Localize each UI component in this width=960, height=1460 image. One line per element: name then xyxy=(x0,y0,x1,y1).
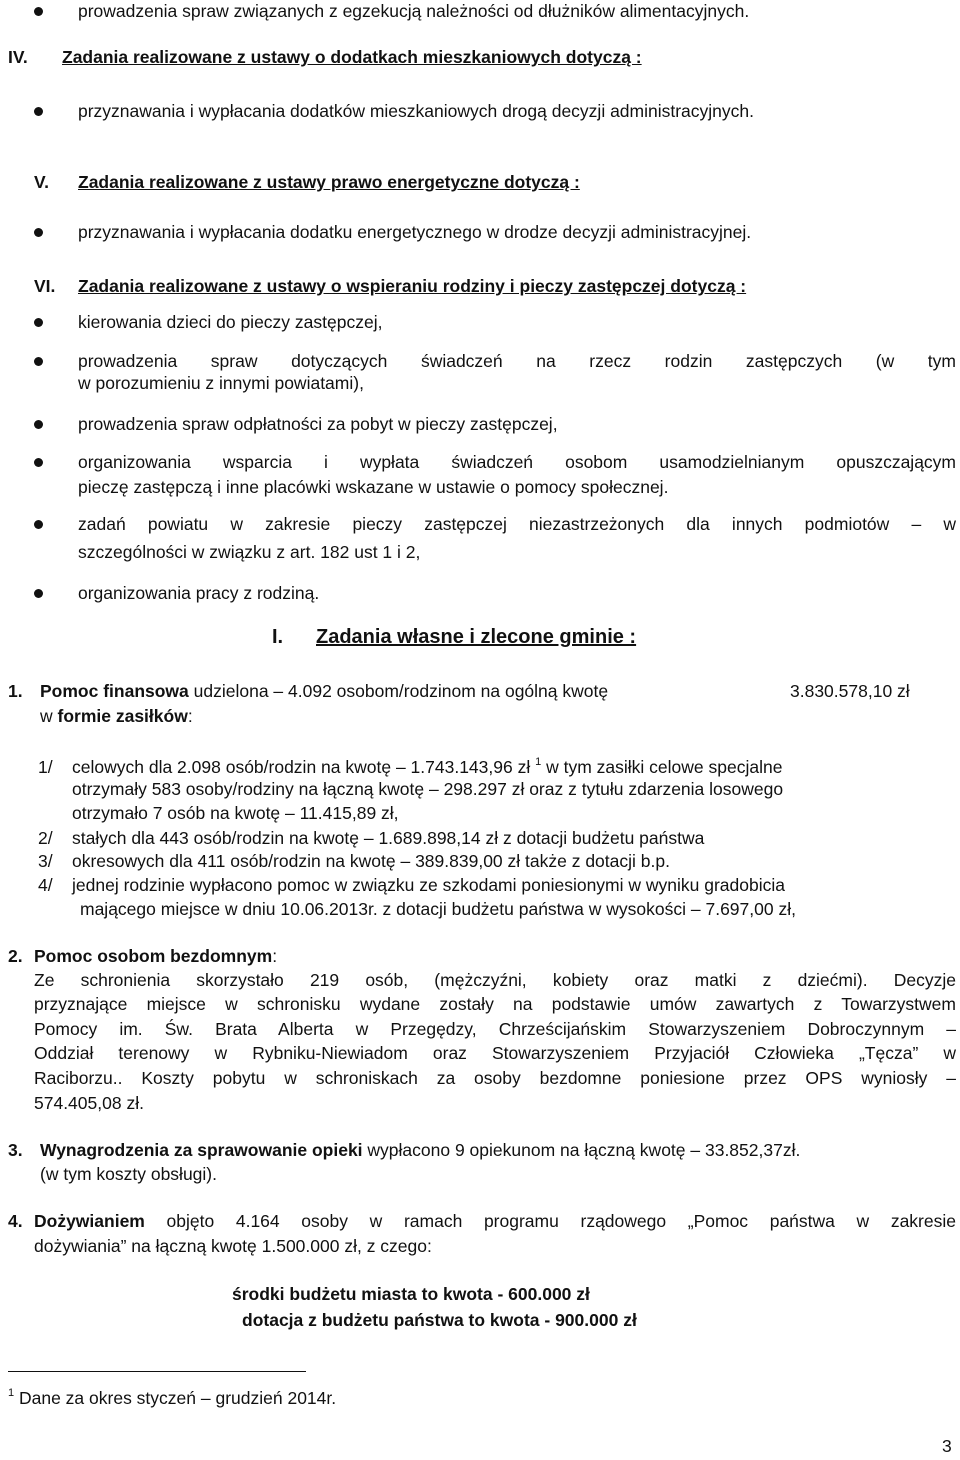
item-rest: wypłacono 9 opiekunom na łączną kwotę – 33.852,37zł. xyxy=(362,1140,801,1160)
footnote xyxy=(8,1388,336,1412)
section-title: Zadania realizowane z ustawy prawo energetyczne dotyczą : xyxy=(78,172,580,192)
sub-item-text-b: w tym zasiłki celowe specjalne xyxy=(541,757,783,777)
footnote-mark: 1 xyxy=(8,1387,15,1399)
item-number: 4. xyxy=(8,1211,23,1231)
list-item: organizowania pracy z rodziną. xyxy=(78,583,320,603)
sub-number: 4/ xyxy=(38,875,53,895)
sub-item: stałych dla 443 osób/rodzin na kwotę – 1.689.898,14 zł z dotacji budżetu państwa xyxy=(72,828,705,848)
item-amount: 3.830.578,10 zł xyxy=(790,681,910,701)
bullet-dot xyxy=(34,520,43,529)
sub-item: okresowych dla 411 osób/rodzin na kwotę – 389.839,00 zł także z dotacji b.p. xyxy=(72,851,670,871)
item-rest: objęto 4.164 osoby w ramach programu rządowego „Pomoc państwa w zakresie xyxy=(144,1211,956,1231)
list-item: przyznawania i wypłacania dodatków mieszkaniowych drogą decyzji administracyjnych. xyxy=(78,101,755,121)
item-bold: Pomoc osobom bezdomnym xyxy=(34,946,273,966)
list-item: organizowania wsparcia i wypłata świadczeń osobom usamodzielnianym opuszczającym xyxy=(78,452,956,472)
summary-line: środki budżetu miasta to kwota - 600.000 zł xyxy=(232,1284,590,1304)
list-item-continuation: pieczę zastępczą i inne placówki wskazane w ustawie o pomocy społecznej. xyxy=(78,477,669,497)
item-number: 3. xyxy=(8,1140,23,1160)
section-number: V. xyxy=(34,172,49,192)
paragraph-line: Raciborzu.. Koszty pobytu w schroniskach za osoby bezdomne poniesione przez OPS wyniosły – xyxy=(34,1068,956,1088)
footnote-text: Dane za okres styczeń – grudzień 2014r. xyxy=(14,1388,337,1408)
item-number: 2. xyxy=(8,946,23,966)
section-number: VI. xyxy=(34,276,56,296)
sub-number: 3/ xyxy=(38,851,53,871)
paragraph-line: Ze schronienia skorzystało 219 osób, (mężczyźni, kobiety oraz matki z dziećmi). Decyzje xyxy=(34,970,956,990)
summary-line: dotacja z budżetu państwa to kwota - 900.000 zł xyxy=(242,1310,637,1330)
list-item: prowadzenia spraw dotyczących świadczeń na rzecz rodzin zastępczych (w tym xyxy=(78,351,956,371)
sub-item: jednej rodzinie wypłacono pomoc w związku ze szkodami poniesionymi w wyniku gradobicia xyxy=(72,875,785,895)
sub-number: 2/ xyxy=(38,828,53,848)
item-text-continuation xyxy=(40,706,193,727)
bullet-dot xyxy=(34,107,43,116)
sub-item-continuation: mającego miejsce w dniu 10.06.2013r. z dotacji budżetu państwa w wysokości – 7.697,00 zł, xyxy=(80,899,796,919)
item-text xyxy=(34,1211,956,1232)
item-l2-bold: formie zasiłków xyxy=(57,706,188,726)
paragraph-line: Pomocy im. Św. Brata Alberta w Przegędzy, Chrześcijańskim Stowarzyszeniem Dobroczynnym – xyxy=(34,1019,956,1039)
list-item: przyznawania i wypłacania dodatku energetycznego w drodze decyzji administracyjnej. xyxy=(78,222,752,242)
item-l2-pre: w xyxy=(40,706,58,726)
section-title: Zadania realizowane z ustawy o dodatkach mieszkaniowych dotyczą : xyxy=(62,47,642,67)
paragraph-line: 574.405,08 zł. xyxy=(34,1093,144,1113)
item-colon: : xyxy=(272,946,278,966)
list-item: zadań powiatu w zakresie pieczy zastępczej niezastrzeżonych dla innych podmiotów – w xyxy=(78,514,956,534)
sub-item xyxy=(72,757,782,781)
section-title: Zadania realizowane z ustawy o wspieraniu rodziny i pieczy zastępczej dotyczą : xyxy=(78,276,747,296)
list-item: prowadzenia spraw związanych z egzekucją należności od dłużników alimentacyjnych. xyxy=(78,1,750,21)
item-bold: Pomoc finansowa xyxy=(40,681,189,701)
sub-item-continuation: otrzymało 7 osób na kwotę – 11.415,89 zł, xyxy=(72,803,399,823)
list-item: kierowania dzieci do pieczy zastępczej, xyxy=(78,312,383,332)
paragraph-line: Oddział terenowy w Rybniku-Niewiadom oraz Stowarzyszeniem Przyjaciół Człowieka „Tęcza” w xyxy=(34,1043,956,1063)
bullet-dot xyxy=(34,458,43,467)
footnote-ref: 1 xyxy=(535,756,542,768)
sub-item-text: celowych dla 2.098 osób/rodzin na kwotę – 1.743.143,96 zł xyxy=(72,757,531,777)
item-l2-post: : xyxy=(187,706,193,726)
item-number: 1. xyxy=(8,681,23,701)
list-item-continuation: w porozumieniu z innymi powiatami), xyxy=(78,373,364,393)
page-heading: Zadania własne i zlecone gminie : xyxy=(316,626,637,648)
item-title xyxy=(34,946,277,967)
item-text-continuation: dożywiania” na łączną kwotę 1.500.000 zł, z czego: xyxy=(34,1236,432,1256)
item-bold: Wynagrodzenia za sprawowanie opieki xyxy=(40,1140,363,1160)
section-number: IV. xyxy=(8,47,28,67)
sub-number: 1/ xyxy=(38,757,53,777)
bullet-dot xyxy=(34,228,43,237)
item-text xyxy=(40,681,608,702)
paragraph-line: przyznające miejsce w schronisku wydane zostały na podstawie umów zawartych z Towarzystwem xyxy=(34,994,956,1014)
heading-number: I. xyxy=(272,626,284,648)
list-item-continuation: szczególności w związku z art. 182 ust 1 i 2, xyxy=(78,542,421,562)
item-rest: udzielona – 4.092 osobom/rodzinom na ogólną kwotę xyxy=(188,681,609,701)
bullet-dot xyxy=(34,420,43,429)
item-text-continuation: (w tym koszty obsługi). xyxy=(40,1164,217,1184)
list-item: prowadzenia spraw odpłatności za pobyt w pieczy zastępczej, xyxy=(78,414,558,434)
bullet-dot xyxy=(34,7,43,16)
sub-item-continuation: otrzymały 583 osoby/rodziny na łączną kwotę – 298.297 zł oraz z tytułu zdarzenia losowego xyxy=(72,779,784,799)
bullet-dot xyxy=(34,357,43,366)
footnote-divider xyxy=(8,1371,306,1372)
item-bold: Dożywianiem xyxy=(34,1211,145,1231)
item-text xyxy=(40,1140,800,1161)
bullet-dot xyxy=(34,589,43,598)
page-number: 3 xyxy=(942,1436,952,1456)
bullet-dot xyxy=(34,318,43,327)
